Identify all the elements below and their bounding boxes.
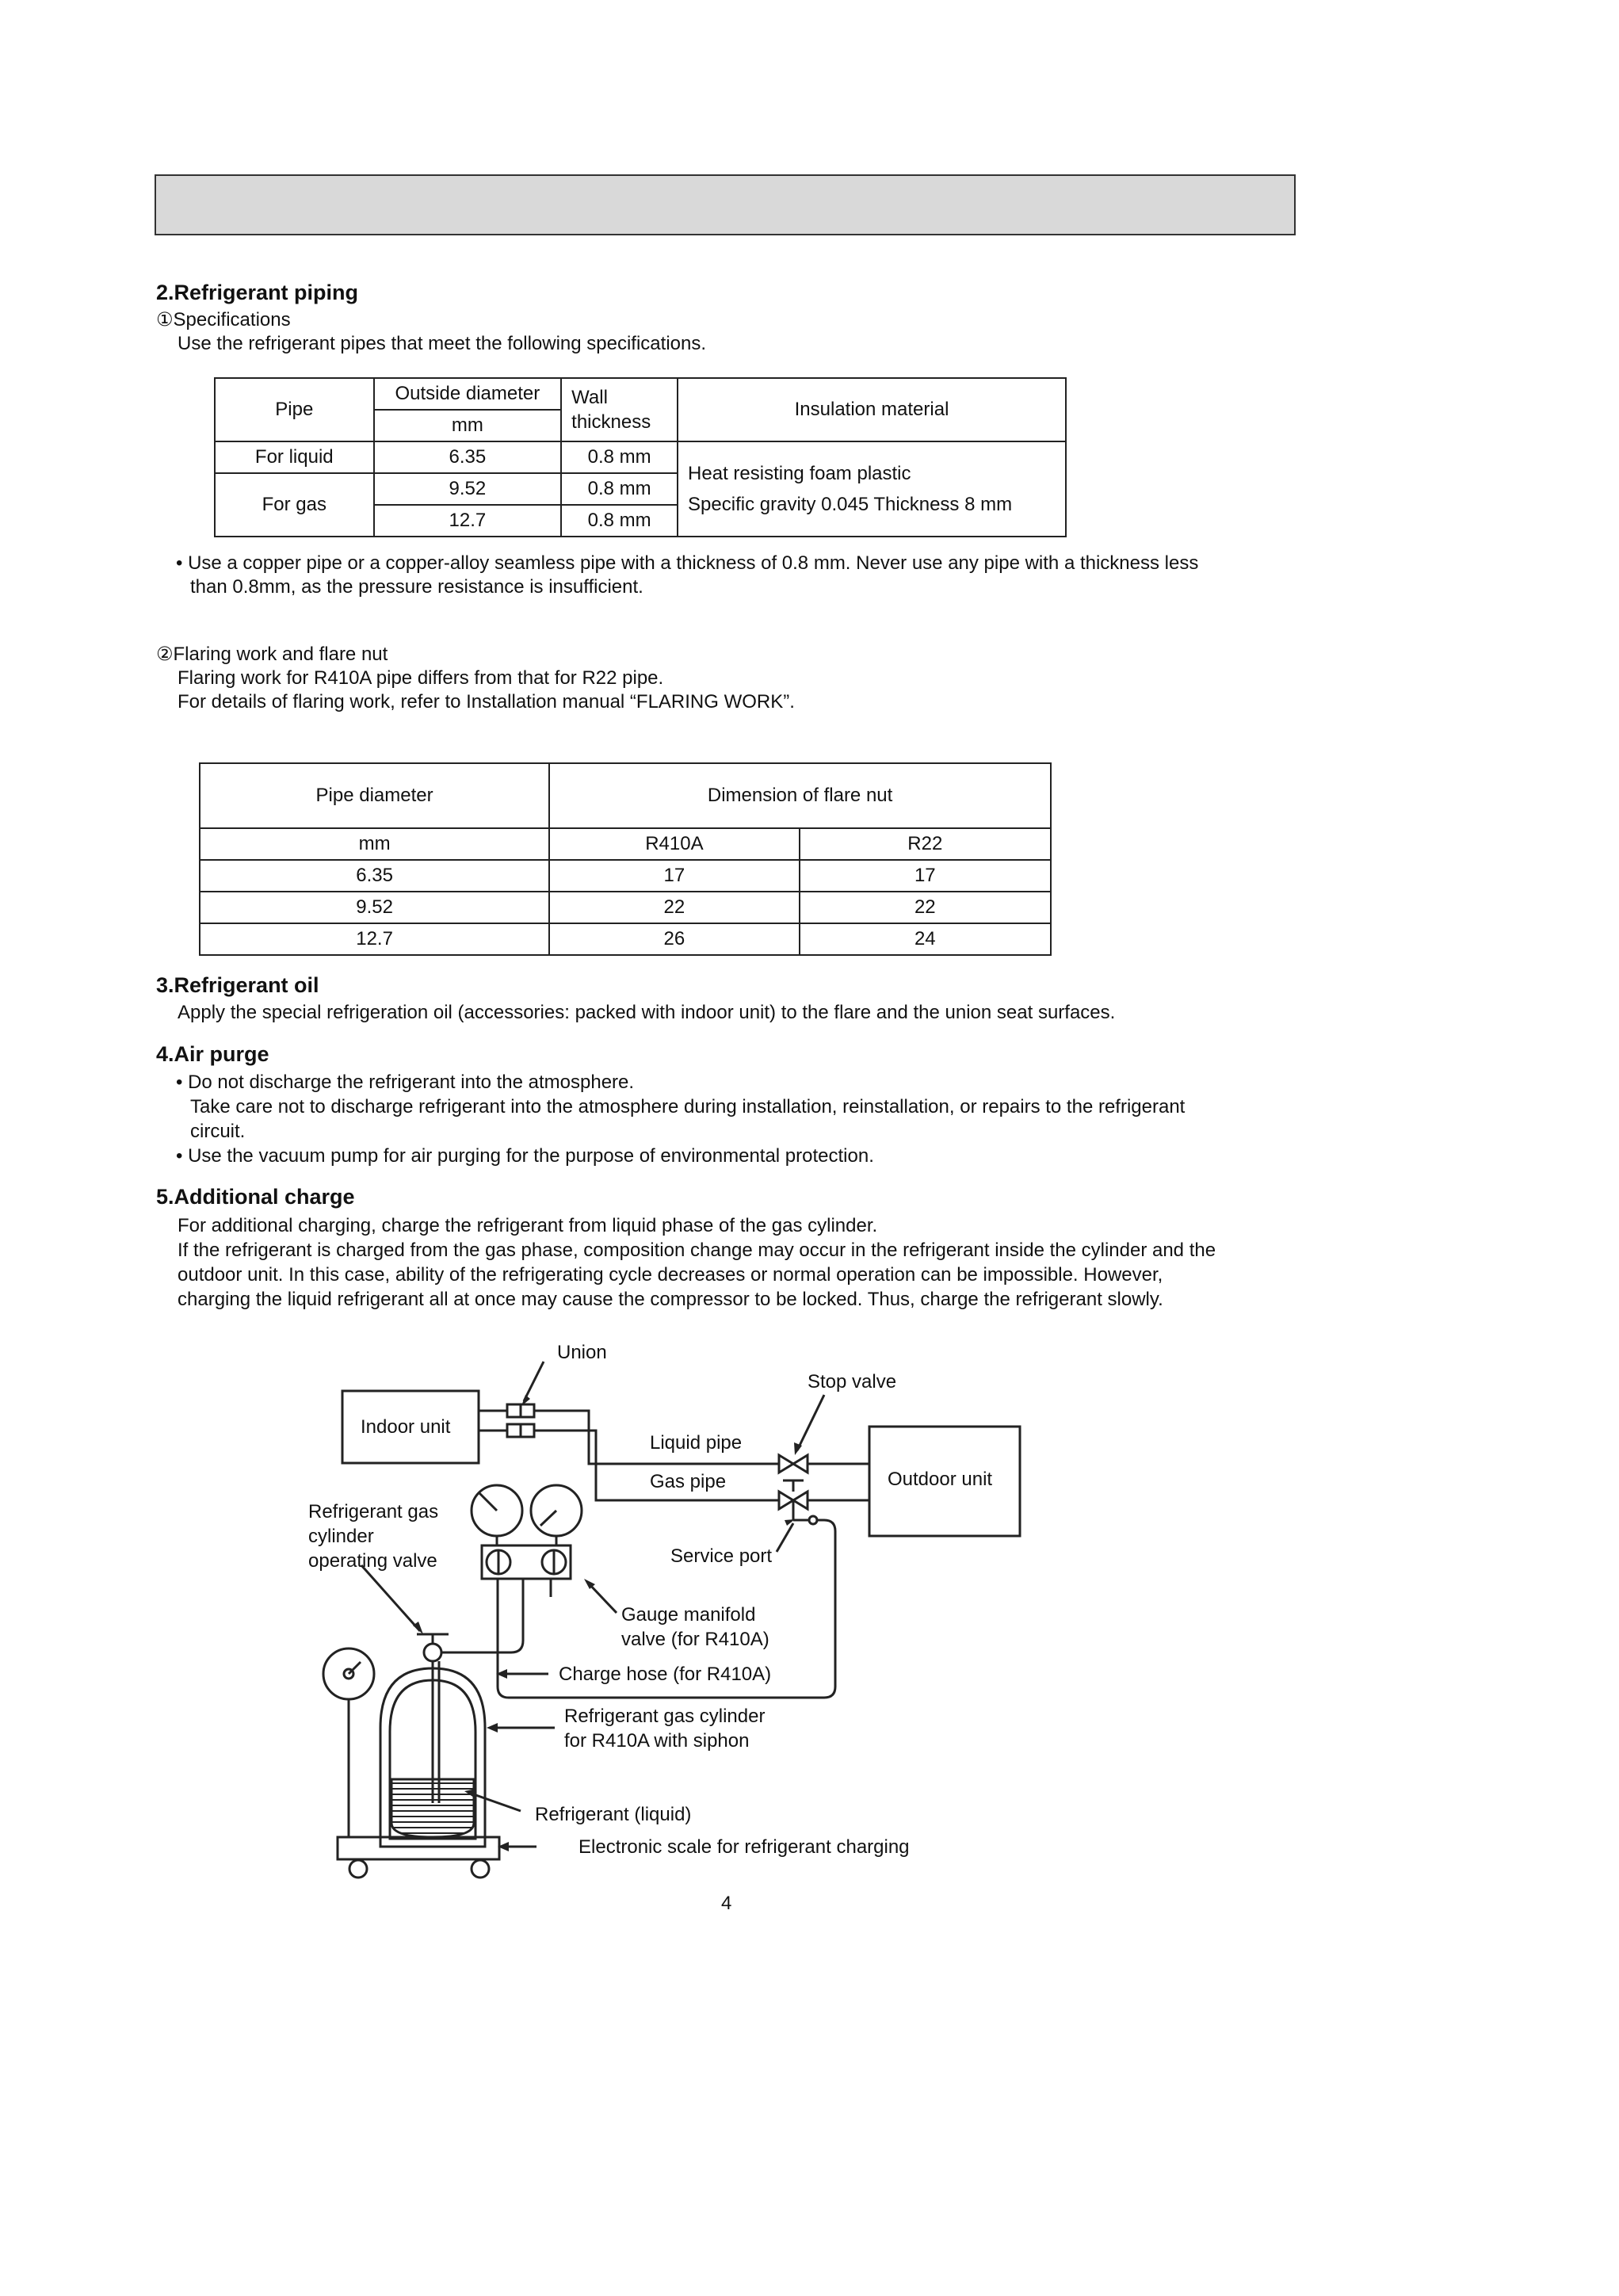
label-cylinder-valve-1: Refrigerant gas <box>308 1501 439 1522</box>
row-liquid-wall: 0.8 mm <box>561 441 678 473</box>
section2-title: 2.Refrigerant piping <box>156 281 359 304</box>
dia-cell: 9.52 <box>200 892 549 923</box>
pipe-note-line2: than 0.8mm, as the pressure resistance is insufficient. <box>190 576 643 598</box>
specifications-heading: ①Specifications <box>156 309 291 330</box>
flaring-heading: ②Flaring work and flare nut <box>156 644 388 665</box>
th-mm: mm <box>200 828 549 860</box>
label-electronic-scale: Electronic scale for refrigerant charging <box>578 1836 910 1858</box>
th-insulation-material: Insulation material <box>678 378 1066 441</box>
label-cylinder-1: Refrigerant gas cylinder <box>564 1706 766 1727</box>
r410a-cell: 22 <box>549 892 799 923</box>
r410a-cell: 17 <box>549 860 799 892</box>
section3-text: Apply the special refrigeration oil (accessories: packed with indoor unit) to the flare and the union seat surfaces. <box>178 1002 1116 1023</box>
label-charge-hose: Charge hose (for R410A) <box>559 1664 772 1685</box>
r410a-cell: 26 <box>549 923 799 955</box>
section5-line4: charging the liquid refrigerant all at once may cause the compressor to be locked. Thus, charge the refrigerant slowly. <box>178 1289 1163 1310</box>
label-refrigerant-liquid: Refrigerant (liquid) <box>535 1804 692 1825</box>
page-number: 4 <box>721 1893 732 1914</box>
label-gauge-manifold-1: Gauge manifold <box>621 1604 756 1626</box>
row-gas-wall-1: 0.8 mm <box>561 473 678 505</box>
section5-line1: For additional charging, charge the refrigerant from liquid phase of the gas cylinder. <box>178 1215 878 1236</box>
r22-cell: 22 <box>800 892 1051 923</box>
section5-title: 5.Additional charge <box>156 1185 355 1209</box>
label-liquid-pipe: Liquid pipe <box>650 1432 743 1454</box>
insulation-line2: Specific gravity 0.045 Thickness 8 mm <box>688 494 1013 515</box>
label-union: Union <box>557 1342 607 1363</box>
row-gas-label: For gas <box>215 473 374 537</box>
label-outdoor-unit: Outdoor unit <box>888 1469 993 1490</box>
th-pipe: Pipe <box>215 378 374 441</box>
flaring-text-line2: For details of flaring work, refer to Installation manual “FLARING WORK”. <box>178 691 795 712</box>
dia-cell: 6.35 <box>200 860 549 892</box>
label-service-port: Service port <box>670 1545 773 1567</box>
th-pipe-diameter: Pipe diameter <box>200 763 549 828</box>
section4-line2: Take care not to discharge refrigerant into the atmosphere during installation, reinstallation, or repairs to the refrigerant <box>190 1096 1186 1117</box>
row-liquid-label: For liquid <box>215 441 374 473</box>
specifications-text: Use the refrigerant pipes that meet the following specifications. <box>178 333 707 354</box>
th-dimension-flare-nut: Dimension of flare nut <box>549 763 1051 828</box>
r22-cell: 17 <box>800 860 1051 892</box>
label-gas-pipe: Gas pipe <box>650 1471 727 1492</box>
row-gas-wall-2: 0.8 mm <box>561 505 678 537</box>
label-cylinder-valve-3: operating valve <box>308 1550 437 1572</box>
label-indoor-unit: Indoor unit <box>361 1416 451 1438</box>
label-stop-valve: Stop valve <box>808 1371 897 1392</box>
section4-line4: • Use the vacuum pump for air purging for the purpose of environmental protection. <box>176 1145 874 1167</box>
dia-cell: 12.7 <box>200 923 549 955</box>
stop-valve-liquid <box>779 1455 808 1473</box>
th-outside-diameter: Outside diameter <box>374 378 562 410</box>
row-gas-od-1: 9.52 <box>374 473 562 505</box>
section3-title: 3.Refrigerant oil <box>156 973 319 997</box>
refrigerant-liquid-fill <box>391 1779 474 1837</box>
th-wall-thickness: Wall thickness <box>561 378 678 441</box>
cylinder-valve-icon <box>424 1644 441 1661</box>
insulation-line1: Heat resisting foam plastic <box>688 463 911 484</box>
electronic-scale <box>338 1837 499 1859</box>
th-od-unit: mm <box>374 410 562 441</box>
label-cylinder-valve-2: cylinder <box>308 1526 374 1547</box>
th-r410a: R410A <box>549 828 799 860</box>
section5-line2: If the refrigerant is charged from the gas phase, composition change may occur in the refrigerant inside the cylinder and the <box>178 1240 1216 1261</box>
section4-line1: • Do not discharge the refrigerant into the atmosphere. <box>176 1072 635 1093</box>
row-liquid-od: 6.35 <box>374 441 562 473</box>
service-port-fitting <box>809 1516 817 1524</box>
section4-line3: circuit. <box>190 1121 246 1142</box>
section4-title: 4.Air purge <box>156 1042 269 1066</box>
label-cylinder-2: for R410A with siphon <box>564 1730 750 1752</box>
pipe-note-line1: • Use a copper pipe or a copper-alloy seamless pipe with a thickness of 0.8 mm. Never use any pipe with a thickness less <box>176 552 1199 574</box>
section5-line3: outdoor unit. In this case, ability of the refrigerating cycle decreases or normal operation can be impossible. However, <box>178 1264 1163 1286</box>
th-r22: R22 <box>800 828 1051 860</box>
flaring-text-line1: Flaring work for R410A pipe differs from that for R22 pipe. <box>178 667 664 689</box>
r22-cell: 24 <box>800 923 1051 955</box>
row-gas-od-2: 12.7 <box>374 505 562 537</box>
label-gauge-manifold-2: valve (for R410A) <box>621 1629 769 1650</box>
